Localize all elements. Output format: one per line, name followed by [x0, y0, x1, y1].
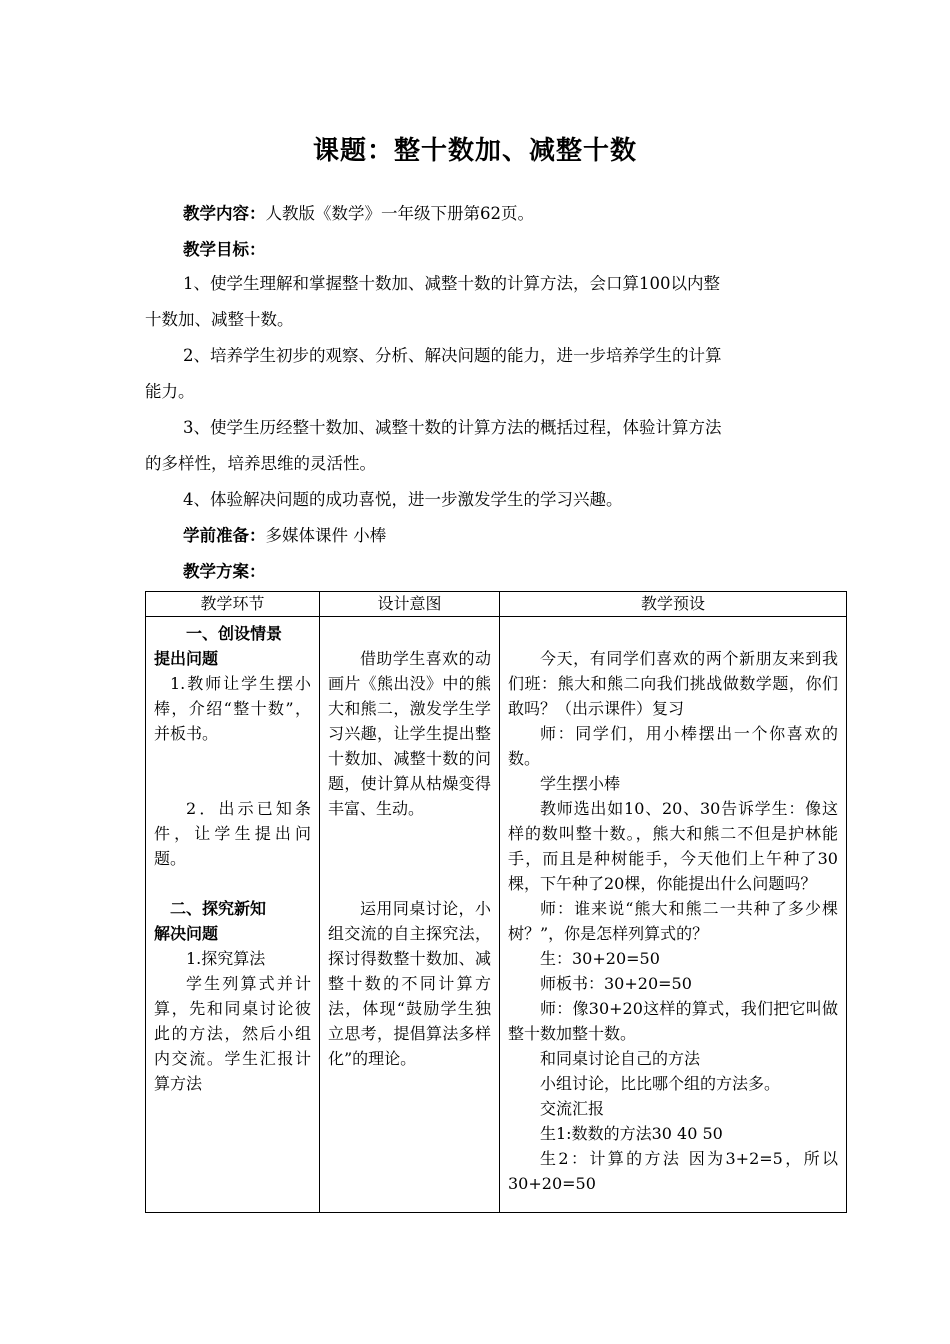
preset-cell	[500, 617, 847, 1213]
section-1-title-a: 一、创设情景	[186, 624, 283, 643]
goal-2-line2: 能力。	[145, 382, 195, 401]
section-2-item-1: 1.探究算法	[186, 949, 266, 968]
preset-line: 生2：计算的方法 因为3+2=5，所以30+20=50	[508, 1149, 838, 1193]
preparation	[145, 518, 815, 554]
goal-4	[145, 482, 815, 518]
preset-line: 生1:数数的方法30 40 50	[540, 1124, 723, 1143]
teaching-goals-heading	[145, 232, 815, 268]
table-header-row	[146, 592, 847, 617]
teaching-plan-table	[145, 591, 847, 1213]
intent-cell	[320, 617, 500, 1213]
goal-2-line1: 2、培养学生初步的观察、分析、解决问题的能力，进一步培养学生的计算	[183, 346, 722, 365]
plan-heading	[145, 554, 815, 590]
teaching-content-text: 人教版《数学》一年级下册第62页。	[265, 204, 534, 223]
preset-line: 师板书：30+20=50	[540, 974, 692, 993]
goal-1-line2: 十数加、减整十数。	[145, 310, 294, 329]
preset-line: 师：像30+20这样的算式，我们把它叫做整十数加整十数。	[508, 999, 838, 1043]
intent-paragraph-1: 借助学生喜欢的动画片《熊出没》中的熊大和熊二，激发学生学习兴趣，让学生提出整十数加、减整十数的问题，使计算从枯燥变得丰富、生动。	[328, 649, 491, 818]
table-row	[146, 617, 847, 1213]
preset-line: 交流汇报	[540, 1099, 605, 1118]
goal-3-line2: 的多样性，培养思维的灵活性。	[145, 454, 376, 473]
section-1-title-b: 提出问题	[154, 649, 219, 668]
preset-line: 今天，有同学们喜欢的两个新朋友来到我们班：熊大和熊二向我们挑战做数学题，你们敢吗？（出示课件）复习	[508, 649, 838, 718]
intent-paragraph-2: 运用同桌讨论，小组交流的自主探究法，探讨得数整十数加、减整十数的不同计算方法，体现“鼓励学生独立思考，提倡算法多样化”的理论。	[328, 899, 491, 1068]
preset-line: 师：同学们，用小棒摆出一个你喜欢的数。	[508, 724, 838, 768]
header-stage: 教学环节	[146, 592, 320, 617]
header-intent: 设计意图	[320, 592, 500, 617]
teaching-content-label: 教学内容：	[183, 204, 266, 223]
preset-line: 学生摆小棒	[540, 774, 621, 793]
section-2-item-2: 学生列算式并计算，先和同桌讨论彼此的方法，然后小组内交流。学生汇报计算方法	[154, 974, 311, 1093]
section-1-item-2: 2．出示已知条件，让学生提出问题。	[154, 799, 311, 868]
section-2-title-a: 二、探究新知	[170, 899, 267, 918]
preset-line: 生：30+20=50	[540, 949, 660, 968]
section-1-item-1: 1.教师让学生摆小棒，介绍“整十数”，并板书。	[154, 674, 311, 743]
goal-3	[145, 410, 815, 482]
preset-line: 师：谁来说“熊大和熊二一共种了多少棵树？”，你是怎样列算式的？	[508, 899, 838, 943]
goal-4-line1: 4、体验解决问题的成功喜悦，进一步激发学生的学习兴趣。	[183, 490, 623, 509]
header-preset: 教学预设	[500, 592, 847, 617]
preparation-label: 学前准备：	[183, 526, 266, 545]
teaching-goals-label: 教学目标：	[183, 240, 266, 259]
goal-1	[145, 266, 815, 338]
preset-line: 和同桌讨论自己的方法	[540, 1049, 701, 1068]
teaching-content	[145, 196, 815, 232]
section-2-title-b: 解决问题	[154, 924, 219, 943]
preset-line: 小组讨论，比比哪个组的方法多。	[540, 1074, 781, 1093]
page-title: 课题：整十数加、减整十数	[312, 136, 637, 166]
preparation-text: 多媒体课件 小棒	[265, 526, 387, 545]
stage-cell	[146, 617, 320, 1213]
preset-line: 教师选出如10、20、30告诉学生：像这样的数叫整十数。，熊大和熊二不但是护林能手，而且是种树能手，今天他们上午种了30棵，下午种了20棵，你能提出什么问题吗？	[508, 799, 838, 893]
goal-3-line1: 3、使学生历经整十数加、减整十数的计算方法的概括过程，体验计算方法	[183, 418, 722, 437]
plan-label: 教学方案：	[183, 562, 266, 581]
goal-1-line1: 1、使学生理解和掌握整十数加、减整十数的计算方法，会口算100以内整	[183, 274, 720, 293]
goal-2	[145, 338, 815, 410]
